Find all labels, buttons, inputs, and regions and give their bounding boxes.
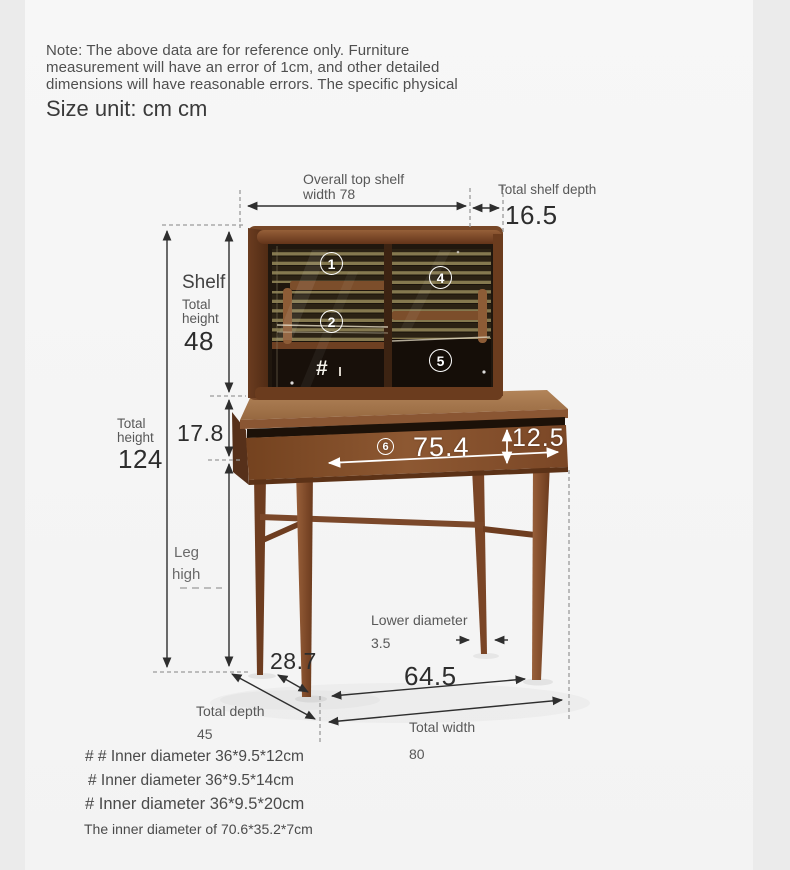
- hash-mark: #: [316, 357, 328, 380]
- shelf-depth-value: 16.5: [505, 200, 558, 230]
- spec-line-2: # Inner diameter 36*9.5*14cm: [88, 772, 294, 789]
- shelf-height-value: 48: [184, 326, 214, 356]
- badge-6: 6: [377, 438, 394, 455]
- shelf-depth-label: Total shelf depth: [498, 182, 597, 197]
- lower-diameter-value: 3.5: [371, 635, 391, 651]
- note-line-1: Note: The above data are for reference only. Furniture: [46, 42, 410, 59]
- size-unit-heading: Size unit: cm cm: [46, 96, 208, 121]
- leg-span-value: 64.5: [404, 661, 457, 691]
- overall-width-label-2: width 78: [303, 186, 356, 202]
- badge-2: 2: [320, 310, 343, 333]
- total-width-value: 80: [409, 746, 425, 762]
- shelf-height-label-1: Total: [182, 297, 211, 312]
- total-depth-value: 45: [197, 726, 213, 742]
- leg-high-label-2: high: [172, 566, 201, 583]
- spec-line-4: The inner diameter of 70.6*35.2*7cm: [84, 821, 313, 837]
- spec-line-1: # # Inner diameter 36*9.5*12cm: [85, 748, 304, 765]
- total-height-label-1: Total: [117, 416, 146, 431]
- desk-section-height-value: 17.8: [177, 420, 224, 446]
- shelf-height-label-2: height: [182, 311, 219, 326]
- badge-1: 1: [320, 252, 343, 275]
- total-depth-label: Total depth: [196, 703, 265, 719]
- shelf-hutch: [248, 226, 503, 400]
- drawer-width-value: 75.4: [413, 432, 470, 462]
- note-line-2: measurement will have an error of 1cm, and other detailed: [46, 59, 440, 76]
- total-height-value: 124: [118, 444, 163, 474]
- badge-4: 4: [429, 266, 452, 289]
- overall-width-label-1: Overall top shelf: [303, 171, 405, 187]
- note-line-3: dimensions will have reasonable errors. The specific physical: [46, 76, 458, 93]
- floor-depth-span-value: 28.7: [270, 648, 317, 674]
- lower-diameter-label: Lower diameter: [371, 612, 468, 628]
- total-width-label: Total width: [409, 719, 476, 735]
- furniture-illustration: [210, 226, 590, 723]
- leg-high-label-1: Leg: [174, 544, 200, 561]
- shelf-label: Shelf: [182, 272, 226, 293]
- spec-line-3: # Inner diameter 36*9.5*20cm: [85, 795, 305, 813]
- badge-5: 5: [429, 349, 452, 372]
- drawer-height-value: 12.5: [512, 424, 565, 452]
- total-height-label-2: height: [117, 430, 154, 445]
